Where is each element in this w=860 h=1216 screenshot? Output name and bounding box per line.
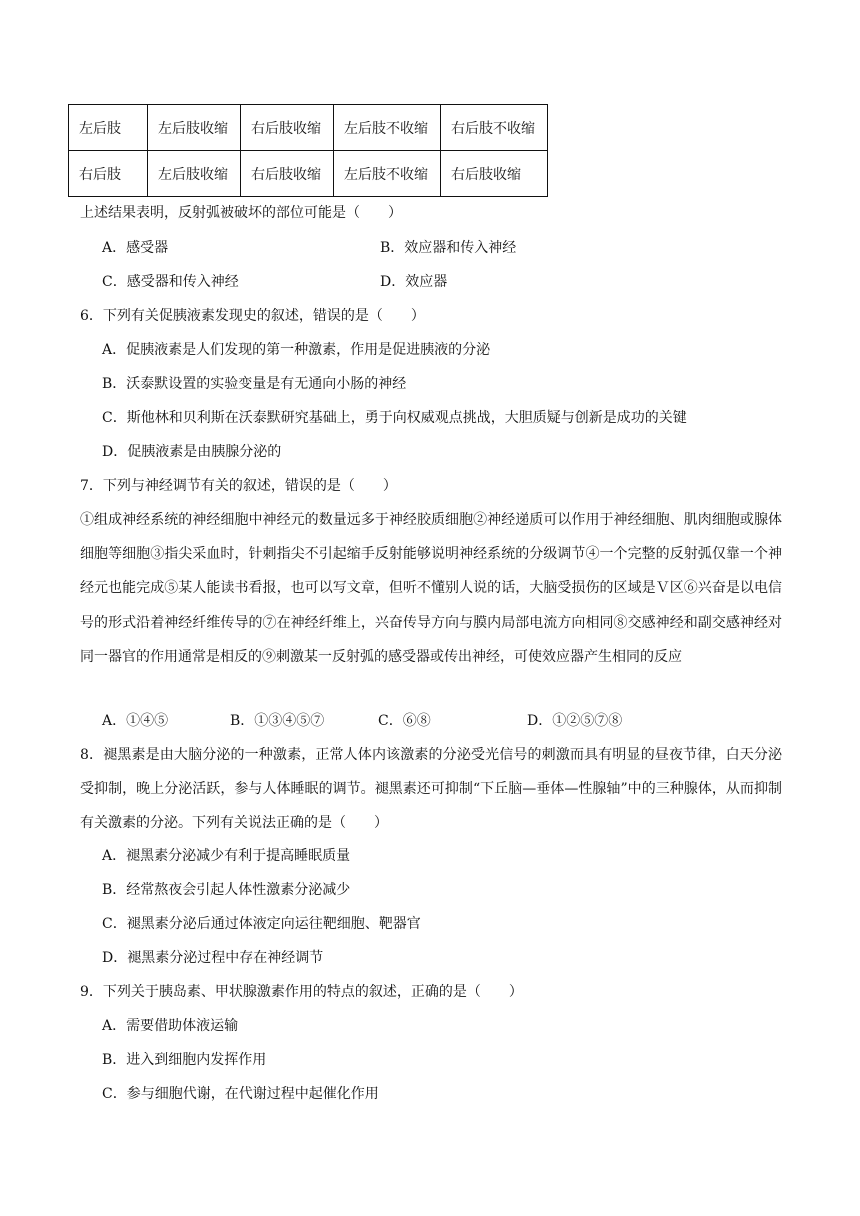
q6-option-b: B．沃泰默设置的实验变量是有无通向小肠的神经 <box>102 376 407 392</box>
table-cell: 右后肢收缩 <box>441 151 548 197</box>
q5-option-c: C．感受器和传入神经 <box>102 274 239 290</box>
q9-option-a: A．需要借助体液运输 <box>102 1018 239 1034</box>
q7-option-d: D．①②⑤⑦⑧ <box>527 713 623 729</box>
q6-option-a: A．促胰液素是人们发现的第一种激素，作用是促进胰液的分泌 <box>102 342 491 358</box>
table-cell: 左后肢收缩 <box>148 105 241 151</box>
table-cell: 右后肢收缩 <box>241 151 334 197</box>
result-table <box>68 104 548 197</box>
table-cell: 右后肢 <box>69 151 148 197</box>
q7-statements: ①组成神经系统的神经细胞中神经元的数量远多于神经胶质细胞②神经递质可以作用于神经细胞、肌肉细胞或腺体细胞等细胞③指尖采血时，针刺指尖不引起缩手反射能够说明神经系统的分级调节④一个完整的反射弧仅靠一个神经元也能完成⑤某人能读书看报，也可以写文章，但听不懂别人说的话，大脑受损伤的区域是Ｖ区⑥兴奋是以电信号的形式沿着神经纤维传导的⑦在神经纤维上，兴奋传导方向与膜内局部电流方向相同⑧交感神经和副交感神经对同一器官的作用通常是相反的⑨刺激某一反射弧的感受器或传出神经，可使效应器产生相同的反应 <box>80 512 782 665</box>
q5-option-d: D．效应器 <box>380 274 448 290</box>
q7-option-a: A．①④⑤ <box>102 713 169 729</box>
table-cell: 右后肢收缩 <box>241 105 334 151</box>
table-cell: 左后肢不收缩 <box>334 151 441 197</box>
q7-stem: 7．下列与神经调节有关的叙述，错误的是（ ） <box>80 478 397 494</box>
table-row <box>69 105 548 151</box>
q8-option-a: A．褪黑素分泌减少有利于提高睡眠质量 <box>102 848 351 864</box>
q9-option-b: B．进入到细胞内发挥作用 <box>102 1052 267 1068</box>
table-cell: 左后肢收缩 <box>148 151 241 197</box>
q5-stem: 上述结果表明，反射弧被破坏的部位可能是（ ） <box>80 205 402 221</box>
q6-stem: 6．下列有关促胰液素发现史的叙述，错误的是（ ） <box>80 308 425 324</box>
q8-option-d: D．褪黑素分泌过程中存在神经调节 <box>102 950 324 966</box>
q8-stem: 8．褪黑素是由大脑分泌的一种激素，正常人体内该激素的分泌受光信号的刺激而具有明显的昼夜节律，白天分泌受抑制，晚上分泌活跃，参与人体睡眠的调节。褪黑素还可抑制“下丘脑—垂体—性腺轴”中的三种腺体，从而抑制有关激素的分泌。下列有关说法正确的是（ ） <box>80 747 782 832</box>
q5-option-a: A．感受器 <box>102 240 169 256</box>
q8-option-c: C．褪黑素分泌后通过体液定向运往靶细胞、靶器官 <box>102 916 421 932</box>
table-row <box>69 151 548 197</box>
q7-option-c: C．⑥⑧ <box>378 713 431 729</box>
q9-option-c: C．参与细胞代谢，在代谢过程中起催化作用 <box>102 1086 379 1102</box>
q5-option-b: B．效应器和传入神经 <box>380 240 517 256</box>
table-cell: 左后肢不收缩 <box>334 105 441 151</box>
q8-option-b: B．经常熬夜会引起人体性激素分泌减少 <box>102 882 351 898</box>
q7-option-b: B．①③④⑤⑦ <box>230 713 325 729</box>
q9-stem: 9．下列关于胰岛素、甲状腺激素作用的特点的叙述，正确的是（ ） <box>80 984 523 1000</box>
table-cell: 右后肢不收缩 <box>441 105 548 151</box>
q6-option-d: D．促胰液素是由胰腺分泌的 <box>102 444 282 460</box>
q6-option-c: C．斯他林和贝利斯在沃泰默研究基础上，勇于向权威观点挑战，大胆质疑与创新是成功的关键 <box>102 410 687 426</box>
table-cell: 左后肢 <box>69 105 148 151</box>
